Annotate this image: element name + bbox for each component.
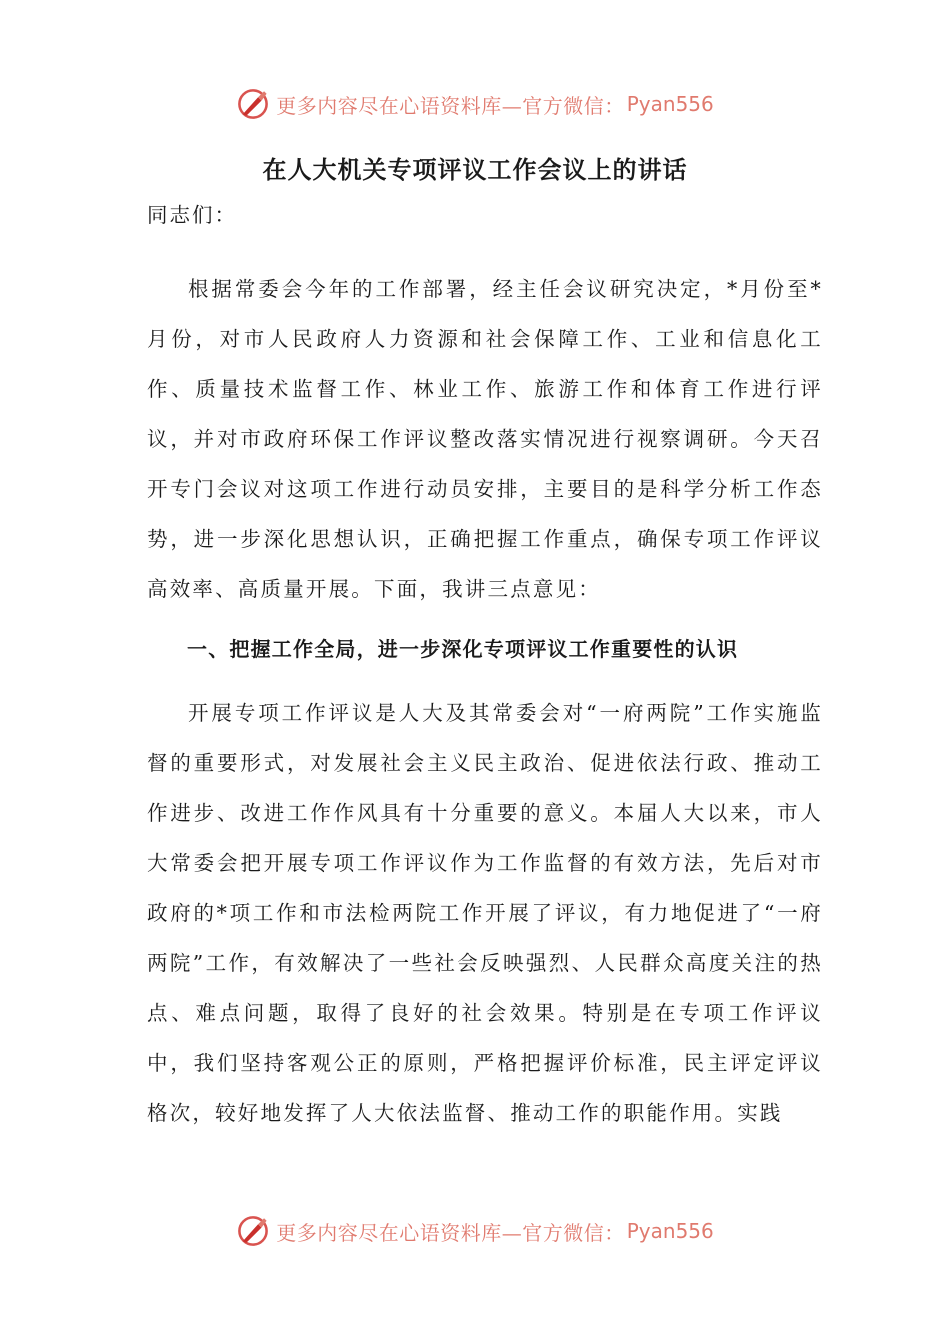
salutation: 同志们：	[147, 203, 237, 227]
section-1-paragraph: 开展专项工作评议是人大及其常委会对“一府两院”工作实施监督的重要形式，对发展社会主义民主政治、促进依法行政、推动工作进步、改进工作作风具有十分重要的意义。本届人大以来，市人大常委会把开展专项工作评议作为工作监督的有效方法，先后对市政府的*项工作和市法检两院工作开展了评议，有力地促进了“一府两院”工作，有效解决了一些社会反映强烈、人民群众高度关注的热点、难点问题，取得了良好的社会效果。特别是在专项工作评议中，我们坚持客观公正的原则，严格把握评价标准，民主评定评议格次，较好地发挥了人大依法监督、推动工作的职能作用。实践	[147, 701, 823, 1125]
watermark-text: 更多内容尽在心语资料库—官方微信：	[276, 1220, 625, 1245]
watermark-wechat-id: Pyan556	[626, 92, 714, 116]
document-title: 在人大机关专项评议工作会议上的讲话	[262, 156, 688, 184]
watermark-header	[0, 84, 950, 124]
watermark-footer	[0, 1211, 950, 1251]
watermark-wechat-id: Pyan556	[626, 1219, 714, 1243]
section-1-heading: 一、把握工作全局，进一步深化专项评议工作重要性的认识	[187, 637, 739, 661]
pen-nib-circle-icon	[236, 87, 270, 121]
document-body	[147, 190, 823, 1138]
intro-paragraph: 根据常委会今年的工作部署，经主任会议研究决定，*月份至*月份，对市人民政府人力资源和社会保障工作、工业和信息化工作、质量技术监督工作、林业工作、旅游工作和体育工作进行评议，并对市政府环保工作评议整改落实情况进行视察调研。今天召开专门会议对这项工作进行动员安排，主要目的是科学分析工作态势，进一步深化思想认识，正确把握工作重点，确保专项工作评议高效率、高质量开展。下面，我讲三点意见：	[147, 277, 823, 601]
watermark-text: 更多内容尽在心语资料库—官方微信：	[276, 93, 625, 118]
pen-nib-circle-icon	[236, 1214, 270, 1248]
